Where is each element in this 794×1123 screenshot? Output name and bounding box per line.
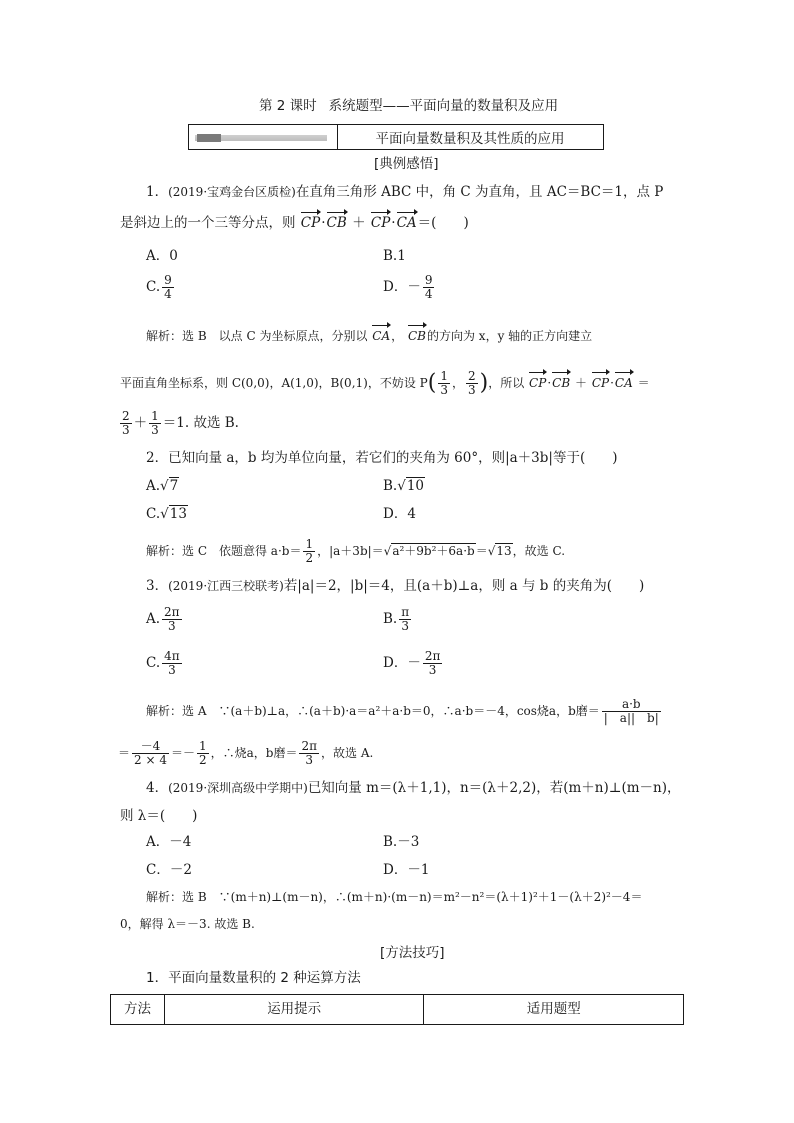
dot-sign: · xyxy=(391,215,396,231)
q3-solution-a: 解析：选 A ∵(a＋b)⊥a，∴(a＋b)·a＝a²＋a·b＝0，∴a·b＝－4，cos烧a，b磨＝ xyxy=(146,704,600,718)
plus-sign: ＋ xyxy=(574,376,587,390)
q1-solution-c: 的方向为 x，y 轴的正方向建立 xyxy=(426,329,593,343)
q1-solution-b: ， xyxy=(391,329,404,343)
q2-option-a xyxy=(146,478,179,494)
q2-solution-e: ，故选 C. xyxy=(512,544,566,558)
table-header-hint: 运用提示 xyxy=(164,995,424,1025)
fraction xyxy=(149,410,161,437)
sqrt: √13 xyxy=(160,506,187,522)
q3-stem xyxy=(146,578,644,594)
q3-solution-e: ，故选 A. xyxy=(321,746,374,760)
q3-solution-c: ＝－ xyxy=(170,746,195,760)
vec-cb: CB xyxy=(552,376,571,390)
vec-cb: CB xyxy=(326,215,347,231)
q3-option-b xyxy=(383,606,413,633)
numerator: 9 xyxy=(164,273,172,287)
denominator: 3 xyxy=(122,423,130,437)
topic-box xyxy=(188,124,604,150)
denominator: 3 xyxy=(305,753,314,767)
fraction xyxy=(438,370,450,397)
q4-source: (2019·深圳高级中学期中) xyxy=(168,781,308,795)
q4-solution-line1: 解析：选 B ∵(m＋n)⊥(m－n)，∴(m＋n)·(m－n)＝m²－n²＝(λ＋1)²＋1－(λ＋2)²－4＝ xyxy=(146,890,643,904)
fraction xyxy=(299,740,319,767)
q1-option-c xyxy=(146,274,176,301)
numerator: 2π xyxy=(164,605,180,619)
vec-cp: CP xyxy=(591,376,610,390)
q3-option-d-label: D．－ xyxy=(383,655,421,671)
numerator: 2 xyxy=(122,409,130,423)
q3-option-b-label: B. xyxy=(383,611,398,627)
radicand: 7 xyxy=(169,478,179,494)
q2-stem xyxy=(146,450,618,466)
vec-ca: CA xyxy=(614,376,633,390)
fraction xyxy=(423,650,443,677)
q2-solution xyxy=(146,538,565,565)
fraction xyxy=(303,538,315,565)
q3-source: (2019·江西三校联考) xyxy=(168,579,284,593)
q2-option-b-label: B. xyxy=(383,478,398,494)
comma: ， xyxy=(451,376,464,390)
radicand: 10 xyxy=(406,478,425,494)
dot-sign: · xyxy=(610,376,614,390)
q1-solution-d: 平面直角坐标系，则 C(0,0)，A(1,0)，B(0,1)，不妨设 P xyxy=(120,376,428,390)
denominator: 3 xyxy=(428,663,437,677)
q1-option-d-label: D．－ xyxy=(383,279,421,295)
q1-solution-line3 xyxy=(118,410,239,437)
radicand: 13 xyxy=(496,544,512,558)
method-title: 1．平面向量数量积的 2 种运算方法 xyxy=(146,970,361,986)
q2-solution-c: ＝ xyxy=(475,544,488,558)
q1-option-c-label: C. xyxy=(146,279,161,295)
q4-option-d: D．－1 xyxy=(383,862,430,878)
numerator: π xyxy=(401,605,410,619)
denominator: 3 xyxy=(167,619,176,633)
topic-box-left xyxy=(189,125,338,149)
q3-option-c xyxy=(146,650,184,677)
q2-option-c-label: C. xyxy=(146,506,161,522)
numerator: 4π xyxy=(164,649,180,663)
denominator: | a|| b| xyxy=(603,711,659,725)
q1-source: (2019·宝鸡金台区质检) xyxy=(168,185,296,199)
fraction xyxy=(423,274,435,301)
vec-cb: CB xyxy=(407,329,426,343)
q2-number: 2． xyxy=(146,450,169,466)
numerator: 1 xyxy=(305,537,314,551)
q1-number: 1． xyxy=(146,184,169,200)
vec-cp: CP xyxy=(370,215,391,231)
plus-sign: ＋ xyxy=(133,415,148,431)
vec-cp: CP xyxy=(529,376,547,390)
q3-solution-line1 xyxy=(146,698,663,725)
vec-ca: CA xyxy=(372,329,391,343)
sqrt: √7 xyxy=(160,478,179,494)
dot-sign: · xyxy=(321,215,326,231)
q1-stem-b: 是斜边上的一个三等分点，则 xyxy=(120,215,296,231)
lesson-title: 系统题型——平面向量的数量积及应用 xyxy=(328,98,559,114)
sqrt: √13 xyxy=(487,544,512,558)
q3-solution-b: ＝ xyxy=(118,746,131,760)
q3-solution-d: ，∴烧a，b磨＝ xyxy=(210,746,298,760)
q2-option-d: D．4 xyxy=(383,506,416,522)
section-method: [方法技巧] xyxy=(380,945,445,961)
paren-left: ( xyxy=(427,370,437,396)
sqrt: √a²＋9b²＋6a·b xyxy=(383,544,475,558)
fraction xyxy=(132,740,169,767)
q3-option-c-label: C. xyxy=(146,655,161,671)
q4-stem-line1 xyxy=(146,780,680,796)
methods-table xyxy=(110,994,684,1025)
q4-solution-line2: 0，解得 λ＝－3. 故选 B. xyxy=(120,917,255,931)
topic-title: 平面向量数量积及其性质的应用 xyxy=(375,131,565,147)
fraction xyxy=(162,606,182,633)
fraction xyxy=(466,370,478,397)
table-header-method: 方法 xyxy=(111,995,165,1025)
q1-solution-line1 xyxy=(146,328,592,344)
denominator: 2 xyxy=(305,551,314,565)
fraction xyxy=(197,740,209,767)
denominator: 3 xyxy=(440,383,448,397)
q3-option-a xyxy=(146,606,184,633)
q4-option-a: A．－4 xyxy=(146,834,192,850)
denominator: 3 xyxy=(168,663,176,677)
fraction xyxy=(162,650,182,677)
numerator: 1 xyxy=(198,739,207,753)
table-header-row xyxy=(111,995,684,1025)
q1-solution-a: 解析：选 B 以点 C 为坐标原点，分别以 xyxy=(146,329,368,343)
numerator: 2π xyxy=(301,739,317,753)
fraction xyxy=(602,698,661,725)
q3-option-a-label: A. xyxy=(146,611,161,627)
q1-option-a: A．0 xyxy=(146,248,178,264)
q2-option-c xyxy=(146,506,188,522)
denominator: 3 xyxy=(467,383,476,397)
q2-stem-text: 已知向量 a，b 均为单位向量，若它们的夹角为 60°，则|a＋3b|等于( ) xyxy=(168,450,618,466)
q4-option-b: B.－3 xyxy=(383,834,420,850)
q1-solution-end: ＝1. 故选 B. xyxy=(162,415,239,431)
denominator: 2 xyxy=(198,753,207,767)
numerator: 1 xyxy=(151,409,159,423)
paren-right: ) xyxy=(479,370,489,396)
q3-option-d xyxy=(383,650,444,677)
q4-option-c: C．－2 xyxy=(146,862,192,878)
radicand: 13 xyxy=(169,506,187,522)
lesson-header xyxy=(259,98,558,114)
q4-stem-a: 已知向量 m＝(λ＋1,1)，n＝(λ＋2,2)，若(m＋n)⊥(m－n)， xyxy=(307,780,681,796)
q1-stem-line1 xyxy=(146,184,663,200)
q2-option-b xyxy=(383,478,425,494)
table-header-type: 适用题型 xyxy=(424,995,684,1025)
denominator: 3 xyxy=(151,423,159,437)
vec-cp: CP xyxy=(300,215,321,231)
q3-stem-text: 若|a|＝2，|b|＝4，且(a＋b)⊥a，则 a 与 b 的夹角为( ) xyxy=(283,578,645,594)
q1-solution-e: ，所以 xyxy=(488,376,525,390)
sqrt: √10 xyxy=(397,478,425,494)
denominator: 2 × 4 xyxy=(134,753,167,767)
denominator: 3 xyxy=(401,619,409,633)
q3-number: 3． xyxy=(146,578,169,594)
radicand: a²＋9b²＋6a·b xyxy=(392,544,475,558)
fraction xyxy=(120,410,132,437)
lesson-number: 第 2 课时 xyxy=(259,98,317,114)
fraction xyxy=(162,274,174,301)
q1-option-d xyxy=(383,274,436,301)
q1-answer-blank: ＝( ) xyxy=(417,215,469,231)
numerator: 2 xyxy=(467,369,476,383)
q1-stem-line2 xyxy=(120,215,469,231)
q1-option-b: B.1 xyxy=(383,248,406,264)
q3-solution-line2 xyxy=(118,740,373,767)
q1-solution-line2: 平面直角坐标系，则 C(0,0)，A(1,0)，B(0,1)，不妨设 P( $\frac{1}{3}$ ， $\frac{2}{3}$ )，所以 CP·CB ＋ CP·CA ＝ xyxy=(120,369,650,397)
q4-number: 4． xyxy=(146,780,169,796)
q1-stem-a: 在直角三角形 ABC 中，角 C 为直角，且 AC＝BC＝1，点 P xyxy=(295,184,664,200)
q2-option-a-label: A. xyxy=(146,478,161,494)
denominator: 4 xyxy=(424,287,433,301)
topic-bar-tag xyxy=(197,134,221,142)
numerator: 1 xyxy=(440,369,448,383)
numerator: 2π xyxy=(424,649,441,663)
denominator: 4 xyxy=(164,287,172,301)
q2-solution-a: 解析：选 C 依题意得 a·b＝ xyxy=(146,544,302,558)
numerator: －4 xyxy=(132,740,169,754)
q4-stem-line2: 则 λ＝( ) xyxy=(120,808,198,824)
q2-solution-b: ，|a＋3b|＝ xyxy=(317,544,384,558)
fraction xyxy=(399,606,411,633)
section-dianli: [典例感悟] xyxy=(374,156,439,172)
plus-sign: ＋ xyxy=(352,215,366,231)
vec-ca: CA xyxy=(396,215,417,231)
numerator: 9 xyxy=(424,273,433,287)
numerator: a·b xyxy=(602,698,661,712)
dot-sign: · xyxy=(547,376,552,390)
